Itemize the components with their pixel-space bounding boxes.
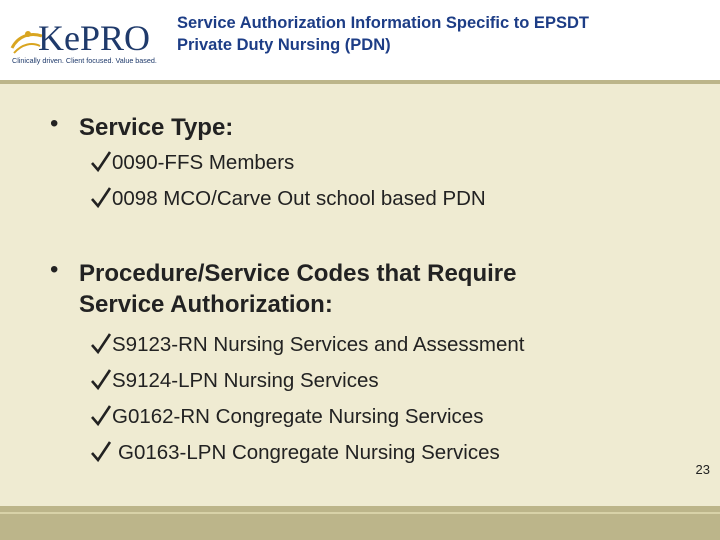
bullet-heading: [79, 258, 659, 320]
list-item-text: S9123-RN Nursing Services and Assessment: [112, 333, 525, 356]
bullet-dot-icon: •: [50, 110, 59, 137]
list-item-text: G0163-LPN Congregate Nursing Services: [118, 441, 500, 464]
list-item-text: 0090-FFS Members: [112, 151, 295, 174]
header-divider: [0, 80, 720, 84]
title-line-1: Service Authorization Information Specific to EPSDT: [177, 14, 589, 32]
list-item-text: 0098 MCO/Carve Out school based PDN: [112, 187, 486, 210]
list-item-text: S9124-LPN Nursing Services: [112, 369, 379, 392]
checkmark-icon: [90, 404, 112, 428]
checkmark-icon: [90, 368, 112, 392]
logo-tagline: Clinically driven. Client focused. Value based.: [12, 56, 157, 65]
page-number: 23: [695, 462, 710, 477]
title-line-2: Private Duty Nursing (PDN): [177, 36, 391, 54]
checkmark-icon: [90, 440, 112, 464]
slide-header: [0, 0, 720, 80]
heading-line-1: Procedure/Service Codes that Require: [79, 260, 517, 287]
checkmark-icon: [90, 332, 112, 356]
checkmark-icon: [90, 186, 112, 210]
heading-line-2: Service Authorization:: [79, 291, 333, 318]
bullet-heading: Service Type:: [79, 114, 234, 141]
list-item-text: G0162-RN Congregate Nursing Services: [112, 405, 484, 428]
logo-wordmark: KePRO: [38, 18, 151, 58]
footer-divider: [0, 512, 720, 514]
kepro-logo: [10, 16, 160, 68]
checkmark-icon: [90, 150, 112, 174]
slide-title: [177, 12, 697, 56]
bullet-dot-icon: •: [50, 256, 59, 283]
